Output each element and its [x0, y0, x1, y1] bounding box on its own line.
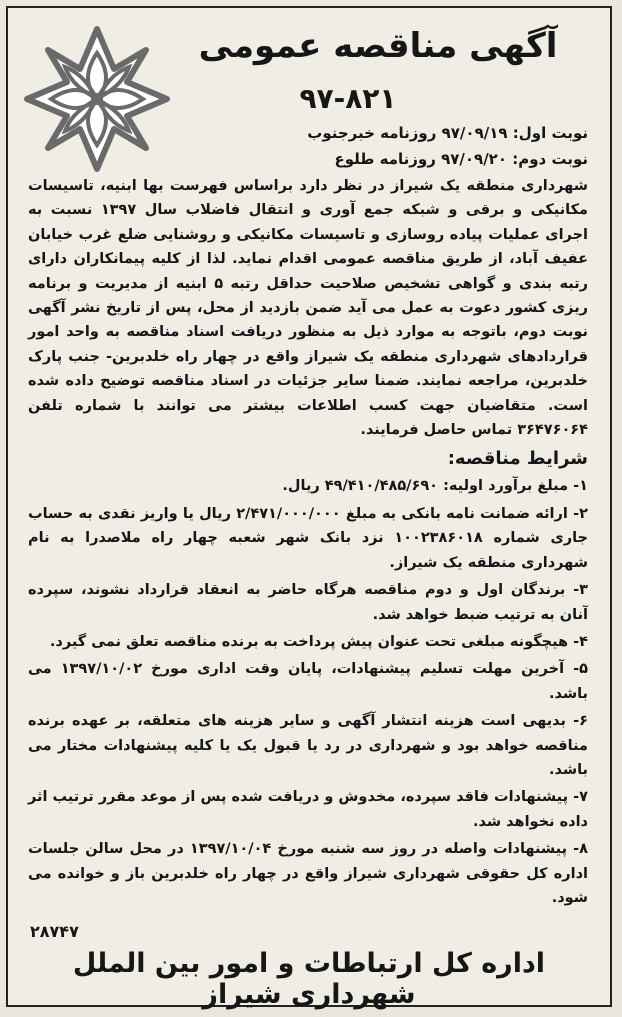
issuer-footer: اداره کل ارتباطات و امور بین الملل شهرداری شیراز	[72, 948, 546, 1010]
notice-title: آگهی مناقصه عمومی	[198, 26, 558, 66]
condition-item: ۵- آخرین مهلت تسلیم پیشنهادات، پایان وقت اداری مورخ ۱۳۹۷/۱۰/۰۲ می باشد.	[28, 661, 588, 702]
publication-first: نوبت اول: ۹۷/۰۹/۱۹ روزنامه خبرجنوب	[307, 124, 588, 142]
notice-code: ۹۷-۸۲۱	[299, 82, 397, 115]
condition-item: ۶- بدیهی است هزینه انتشار آگهی و سایر هزینه های متعلقه، بر عهده برنده مناقصه خواهد بود و شهرداری در رد یا قبول یک یا کلیه پیشنهادات مختار می باشد.	[28, 713, 588, 778]
condition-item: ۷- پیشنهادات فاقد سپرده، مخدوش و دریافت شده پس از موعد مقرر ترتیب اثر داده نخواهد شد.	[28, 789, 588, 830]
intro-paragraph: شهرداری منطقه یک شیراز در نظر دارد براساس فهرست بها ابنیه، تاسیسات مکانیکی و برقی و شبکه جمع آوری و انتقال فاضلاب سال ۱۳۹۷ نسبت به اجرای عملیات پیاده روسازی و تاسیسات مکانیکی و روشنایی ضلع غرب خیابان عفیف آباد، از طریق مناقصه عمومی اقدام نماید. لذا از کلیه پیمانکاران دارای رتبه بندی و گواهی تشخیص صلاحیت حداقل رتبه ۵ ابنیه از مدیریت و برنامه ریزی کشور دعوت به عمل می آید ضمن بازدید از محل، پس از تاریخ نشر آگهی نوبت دوم، باتوجه به موارد ذیل به منظور دریافت اسناد مناقصه به واحد امور قراردادهای شهرداری منطقه یک شیراز واقع در چهار راه خلدبرین- جنب پارک خلدبرین، مراجعه نمایند. ضمنا سایر جزئیات در اسناد مناقصه توضیح داده شده است. متقاضیان جهت کسب اطلاعات بیشتر می توانند با شماره تلفن ۳۶۴۷۶۰۶۴ تماس حاصل فرمایند.	[28, 178, 588, 439]
reference-number: ۲۸۷۴۷	[30, 922, 79, 941]
condition-item: ۴- هیچگونه مبلغی تحت عنوان پیش پرداخت به برنده مناقصه تعلق نمی گیرد.	[49, 633, 588, 650]
notice-body	[28, 174, 588, 913]
condition-item: ۲- ارائه ضمانت نامه بانکی به مبلغ ۲/۴۷۱/۰۰۰/۰۰۰ ریال یا واریز نقدی به حساب جاری شماره ۱۰۰۲۳۸۶۰۱۸ نزد بانک شهر شعبه چهار راه ملاصدرا به نام شهرداری منطقه یک شیراز.	[28, 505, 588, 571]
condition-item: ۳- برندگان اول و دوم مناقصه هرگاه حاضر به انعقاد قرارداد نشوند، سپرده آنان به ترتیب ضبط خواهد شد.	[28, 582, 588, 623]
conditions-heading: شرایط مناقصه:	[447, 448, 588, 470]
publication-second: نوبت دوم: ۹۷/۰۹/۲۰ روزنامه طلوع	[334, 150, 588, 168]
condition-item: ۸- پیشنهادات واصله در روز سه شنبه مورخ ۱۳۹۷/۱۰/۰۴ در محل سالن جلسات اداره کل حقوقی شهرداری شیراز واقع در چهار راه خلدبرین باز و خوانده می شود.	[28, 841, 589, 906]
municipality-logo-icon	[22, 24, 172, 174]
condition-item: ۱- مبلغ برآورد اولیه: ۴۹/۴۱۰/۴۸۵/۶۹۰ ریال.	[282, 478, 588, 495]
notice-frame	[6, 6, 612, 1010]
